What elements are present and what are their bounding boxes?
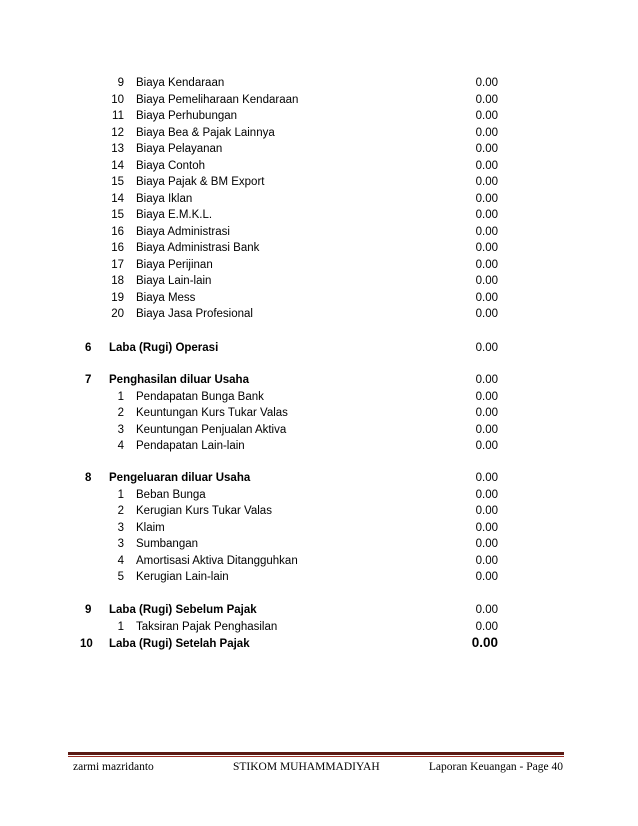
- item-number: 18: [111, 275, 124, 287]
- item-amount: 0.00: [475, 242, 498, 254]
- list-item: [0, 158, 638, 174]
- item-amount: 0.00: [475, 554, 498, 567]
- item-label: Biaya Administrasi Bank: [136, 242, 260, 254]
- item-label: Klaim: [136, 521, 165, 534]
- item-number: 16: [111, 242, 124, 254]
- item-number: 20: [111, 308, 124, 320]
- item-label: Kerugian Kurs Tukar Valas: [136, 505, 272, 517]
- item-amount: 0.00: [475, 110, 498, 122]
- item-label: Biaya Perijinan: [136, 258, 213, 271]
- section-amount: 0.00: [475, 472, 498, 484]
- section-title: Laba (Rugi) Operasi: [109, 342, 219, 354]
- item-number: 1: [117, 488, 124, 501]
- section-title: Laba (Rugi) Setelah Pajak: [109, 638, 250, 650]
- item-amount: 0.00: [475, 225, 498, 238]
- item-number: 1: [117, 390, 124, 403]
- item-amount: 0.00: [475, 209, 498, 221]
- item-label: Taksiran Pajak Penghasilan: [136, 620, 278, 633]
- item-amount: 0.00: [475, 176, 498, 188]
- list-item: [0, 422, 638, 438]
- list-item: [0, 405, 638, 421]
- list-item: [0, 536, 638, 552]
- section-operating-profit: [0, 340, 638, 356]
- item-label: Biaya Administrasi: [136, 225, 230, 238]
- section-number: 9: [85, 604, 92, 616]
- item-number: 11: [112, 110, 124, 122]
- section-profit-after-tax: [0, 636, 638, 652]
- item-amount: 0.00: [475, 538, 498, 550]
- item-label: Keuntungan Kurs Tukar Valas: [136, 407, 288, 419]
- item-amount: 0.00: [475, 571, 498, 583]
- item-label: Pendapatan Bunga Bank: [136, 390, 264, 403]
- footer-page-number: Laporan Keuangan - Page 40: [428, 761, 563, 773]
- footer-rule-bottom: [68, 756, 564, 757]
- section-title: Laba (Rugi) Sebelum Pajak: [109, 604, 257, 616]
- item-amount: 0.00: [475, 488, 498, 501]
- item-number: 17: [111, 258, 124, 271]
- item-number: 14: [111, 192, 124, 205]
- item-number: 3: [117, 538, 124, 550]
- item-label: Biaya Pelayanan: [136, 143, 223, 155]
- list-item: [0, 619, 638, 635]
- item-amount: 0.00: [475, 423, 498, 436]
- list-item: [0, 553, 638, 569]
- item-amount: 0.00: [475, 308, 498, 320]
- item-label: Keuntungan Penjualan Aktiva: [136, 423, 287, 436]
- footer-rule-top: [68, 752, 564, 755]
- item-number: 10: [111, 93, 124, 106]
- item-amount: 0.00: [475, 143, 498, 155]
- list-item: [0, 487, 638, 503]
- list-item: [0, 389, 638, 405]
- section-amount: 0.00: [475, 604, 498, 616]
- item-number: 13: [111, 143, 124, 155]
- item-number: 4: [117, 554, 124, 567]
- item-label: Biaya Pemeliharaan Kendaraan: [136, 93, 299, 106]
- item-label: Biaya Contoh: [136, 159, 206, 172]
- section-header: [0, 372, 638, 388]
- item-amount: 0.00: [475, 93, 498, 106]
- item-number: 2: [117, 407, 124, 419]
- item-amount: 0.00: [475, 407, 498, 419]
- footer-author: zarmi mazridanto: [73, 761, 154, 773]
- item-number: 14: [111, 159, 124, 172]
- item-number: 5: [117, 571, 124, 583]
- page-footer: [73, 759, 563, 775]
- item-number: 4: [117, 440, 124, 452]
- list-item: [0, 306, 638, 322]
- item-label: Biaya Pajak & BM Export: [136, 176, 265, 188]
- item-amount: 0.00: [475, 440, 498, 452]
- list-item: [0, 108, 638, 124]
- section-amount: 0.00: [475, 374, 498, 386]
- item-amount: 0.00: [475, 390, 498, 403]
- item-number: 9: [117, 77, 124, 89]
- item-number: 16: [111, 225, 124, 238]
- list-item: [0, 520, 638, 536]
- list-item: [0, 438, 638, 454]
- section-title: Pengeluaran diluar Usaha: [109, 472, 251, 484]
- item-number: 3: [117, 423, 124, 436]
- item-amount: 0.00: [475, 126, 498, 139]
- list-item: [0, 141, 638, 157]
- item-label: Biaya Perhubungan: [136, 110, 238, 122]
- section-number: 10: [80, 638, 93, 650]
- list-item: [0, 92, 638, 108]
- net-profit-amount: 0.00: [471, 635, 498, 650]
- list-item: [0, 174, 638, 190]
- item-amount: 0.00: [475, 77, 498, 89]
- list-item: [0, 224, 638, 240]
- item-label: Pendapatan Lain-lain: [136, 440, 245, 452]
- item-label: Kerugian Lain-lain: [136, 571, 229, 583]
- section-title: Penghasilan diluar Usaha: [109, 374, 249, 386]
- item-label: Sumbangan: [136, 538, 199, 550]
- item-label: Amortisasi Aktiva Ditangguhkan: [136, 554, 298, 567]
- item-amount: 0.00: [475, 258, 498, 271]
- section-number: 8: [85, 472, 92, 484]
- item-amount: 0.00: [475, 620, 498, 633]
- list-item: [0, 503, 638, 519]
- section-header: [0, 602, 638, 618]
- item-number: 2: [117, 505, 124, 517]
- list-item: [0, 75, 638, 91]
- item-number: 15: [111, 176, 124, 188]
- item-label: Biaya Iklan: [136, 192, 193, 205]
- list-item: [0, 290, 638, 306]
- item-amount: 0.00: [475, 521, 498, 534]
- item-number: 1: [117, 620, 124, 633]
- list-item: [0, 125, 638, 141]
- item-number: 19: [111, 291, 124, 304]
- item-label: Biaya Bea & Pajak Lainnya: [136, 126, 275, 139]
- item-amount: 0.00: [475, 275, 498, 287]
- item-label: Biaya Kendaraan: [136, 77, 225, 89]
- item-label: Biaya Lain-lain: [136, 275, 212, 287]
- item-label: Biaya Mess: [136, 291, 196, 304]
- section-number: 6: [85, 342, 92, 354]
- list-item: [0, 240, 638, 256]
- item-label: Biaya Jasa Profesional: [136, 308, 253, 320]
- section-amount: 0.00: [475, 342, 498, 354]
- item-number: 3: [117, 521, 124, 534]
- item-label: Biaya E.M.K.L.: [136, 209, 213, 221]
- item-number: 15: [111, 209, 124, 221]
- section-number: 7: [85, 374, 92, 386]
- item-label: Beban Bunga: [136, 488, 206, 501]
- item-amount: 0.00: [475, 192, 498, 205]
- list-item: [0, 191, 638, 207]
- item-number: 12: [111, 126, 124, 139]
- list-item: [0, 569, 638, 585]
- list-item: [0, 207, 638, 223]
- footer-institution: STIKOM MUHAMMADIYAH: [233, 761, 380, 773]
- list-item: [0, 273, 638, 289]
- list-item: [0, 257, 638, 273]
- section-header: [0, 470, 638, 486]
- item-amount: 0.00: [475, 159, 498, 172]
- item-amount: 0.00: [475, 505, 498, 517]
- item-amount: 0.00: [475, 291, 498, 304]
